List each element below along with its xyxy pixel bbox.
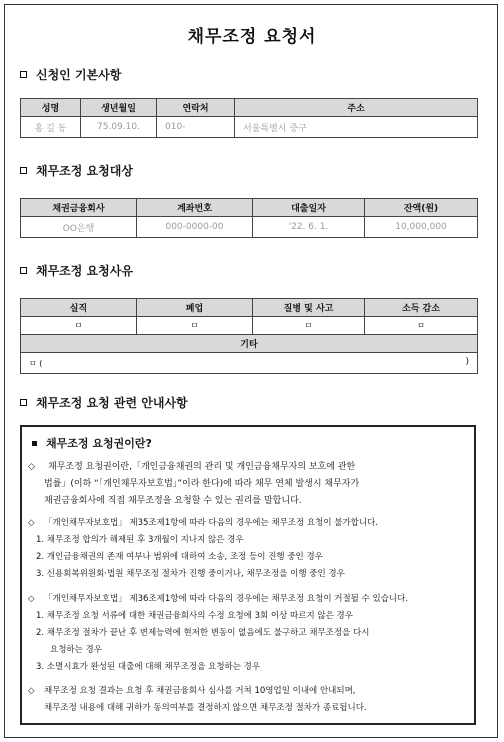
checkbox-illness-accident[interactable]: ㅁ bbox=[253, 317, 365, 335]
field-other[interactable] bbox=[21, 353, 478, 374]
section-applicant-label: 신청인 기본사항 bbox=[36, 68, 122, 82]
header-illness-accident: 질병 및 사고 bbox=[253, 299, 365, 317]
square-bullet-icon bbox=[20, 71, 27, 78]
square-bullet-icon bbox=[20, 267, 27, 274]
notice-line: 채무조정 내용에 대해 귀하가 동의여부를 결정하지 않으면 채무조정 절차가 종료됩니다. bbox=[44, 703, 367, 713]
notice-list-item: 1. 채무조정 합의가 해제된 후 3개월이 지나지 않은 경우 bbox=[36, 535, 244, 545]
header-account: 계좌번호 bbox=[137, 199, 253, 217]
notice-paragraph-right bbox=[28, 459, 466, 510]
notice-list-item: 3. 소멸시효가 완성된 대출에 대해 채무조정을 요청하는 경우 bbox=[36, 662, 261, 672]
checkbox-unemployment[interactable]: ㅁ bbox=[21, 317, 137, 335]
notice-list-item: 1. 채무조정 요청 서류에 대한 채권금융회사의 수정 요청에 3회 이상 따르지 않은 경우 bbox=[36, 611, 353, 621]
header-loan-date: 대출일자 bbox=[253, 199, 365, 217]
notice-heading-text: 채무조정 요청권이란? bbox=[46, 437, 152, 450]
target-table bbox=[20, 198, 478, 238]
document-title: 채무조정 요청서 bbox=[187, 27, 317, 47]
reason-table bbox=[20, 298, 478, 374]
notice-paragraph-result bbox=[28, 683, 466, 717]
field-name[interactable]: 홍 길 동 bbox=[21, 117, 81, 138]
header-income-decrease: 소득 감소 bbox=[365, 299, 478, 317]
notice-line: 「개인채무자보호법」 제36조제1항에 따라 다음의 경우에는 채무조정 요청이 거절될 수 있습니다. bbox=[44, 594, 409, 604]
section-guide-label: 채무조정 요청 관련 안내사항 bbox=[36, 396, 188, 410]
notice-heading bbox=[32, 435, 152, 451]
checkbox-business-closure[interactable]: ㅁ bbox=[137, 317, 253, 335]
header-name: 성명 bbox=[21, 99, 81, 117]
field-loan-date[interactable]: '22. 6. 1. bbox=[253, 217, 365, 238]
header-contact: 연락처 bbox=[157, 99, 235, 117]
notice-line: 법률」(이하 “「개인채무자보호법」”이라 한다)에 따라 채무 연체 발생시 채무자가 bbox=[44, 479, 360, 489]
header-balance: 잔액(원) bbox=[365, 199, 478, 217]
notice-list-item: 3. 신용회복위원회·법원 채무조정 절차가 진행 중이거나, 채무조정을 이행 중인 경우 bbox=[36, 569, 345, 579]
applicant-table bbox=[20, 98, 478, 138]
header-business-closure: 폐업 bbox=[137, 299, 253, 317]
notice-line: 채권금융회사에 직접 채무조정을 요청할 수 있는 권리를 말합니다. bbox=[44, 496, 302, 506]
field-account[interactable]: 000-0000-00 bbox=[137, 217, 253, 238]
square-bullet-filled-icon bbox=[32, 441, 37, 446]
notice-box bbox=[20, 425, 476, 725]
field-birthdate[interactable]: 75.09.10. bbox=[81, 117, 157, 138]
square-bullet-icon bbox=[20, 399, 27, 406]
diamond-icon: ◇ bbox=[28, 594, 35, 604]
header-unemployment: 실직 bbox=[21, 299, 137, 317]
section-guide-heading bbox=[20, 394, 188, 411]
notice-paragraph-impossible bbox=[28, 515, 466, 583]
header-other: 기타 bbox=[21, 335, 478, 353]
section-applicant-heading bbox=[20, 66, 121, 83]
field-address[interactable]: 서울특별시 중구 bbox=[235, 117, 478, 138]
square-bullet-icon bbox=[20, 167, 27, 174]
other-close-paren: ) bbox=[465, 357, 469, 367]
header-address: 주소 bbox=[235, 99, 478, 117]
diamond-icon: ◇ bbox=[28, 686, 35, 696]
checkbox-other[interactable]: ㅁ ( bbox=[29, 358, 43, 368]
section-reason-heading bbox=[20, 262, 133, 279]
diamond-icon: ◇ bbox=[28, 518, 35, 528]
header-birthdate: 생년월일 bbox=[81, 99, 157, 117]
notice-list-item: 2. 개인금융채권의 존재 여부나 범위에 대하여 소송, 조정 등이 진행 중인 경우 bbox=[36, 552, 323, 562]
field-contact[interactable]: 010- bbox=[157, 117, 235, 138]
header-creditor: 채권금융회사 bbox=[21, 199, 137, 217]
notice-list-item: 2. 채무조정 절차가 끝난 후 변제능력에 현저한 변동이 없음에도 불구하고 채무조정을 다시 bbox=[36, 628, 370, 638]
notice-line: 채무조정 요청권이란,「개인금융채권의 관리 및 개인금융채무자의 보호에 관한 bbox=[48, 462, 356, 472]
section-reason-label: 채무조정 요청사유 bbox=[36, 264, 133, 278]
checkbox-income-decrease[interactable]: ㅁ bbox=[365, 317, 478, 335]
section-target-label: 채무조정 요청대상 bbox=[36, 164, 133, 178]
notice-list-item: 요청하는 경우 bbox=[50, 645, 102, 655]
section-target-heading bbox=[20, 162, 133, 179]
diamond-icon: ◇ bbox=[28, 462, 35, 472]
field-creditor[interactable]: OO은행 bbox=[21, 217, 137, 238]
notice-paragraph-refusal bbox=[28, 591, 466, 676]
notice-line: 채무조정 요청 결과는 요청 후 채권금융회사 심사를 거쳐 10영업일 이내에 안내되며, bbox=[44, 686, 356, 696]
field-balance[interactable]: 10,000,000 bbox=[365, 217, 478, 238]
notice-line: 「개인채무자보호법」 제35조제1항에 따라 다음의 경우에는 채무조정 요청이 불가합니다. bbox=[44, 518, 379, 528]
